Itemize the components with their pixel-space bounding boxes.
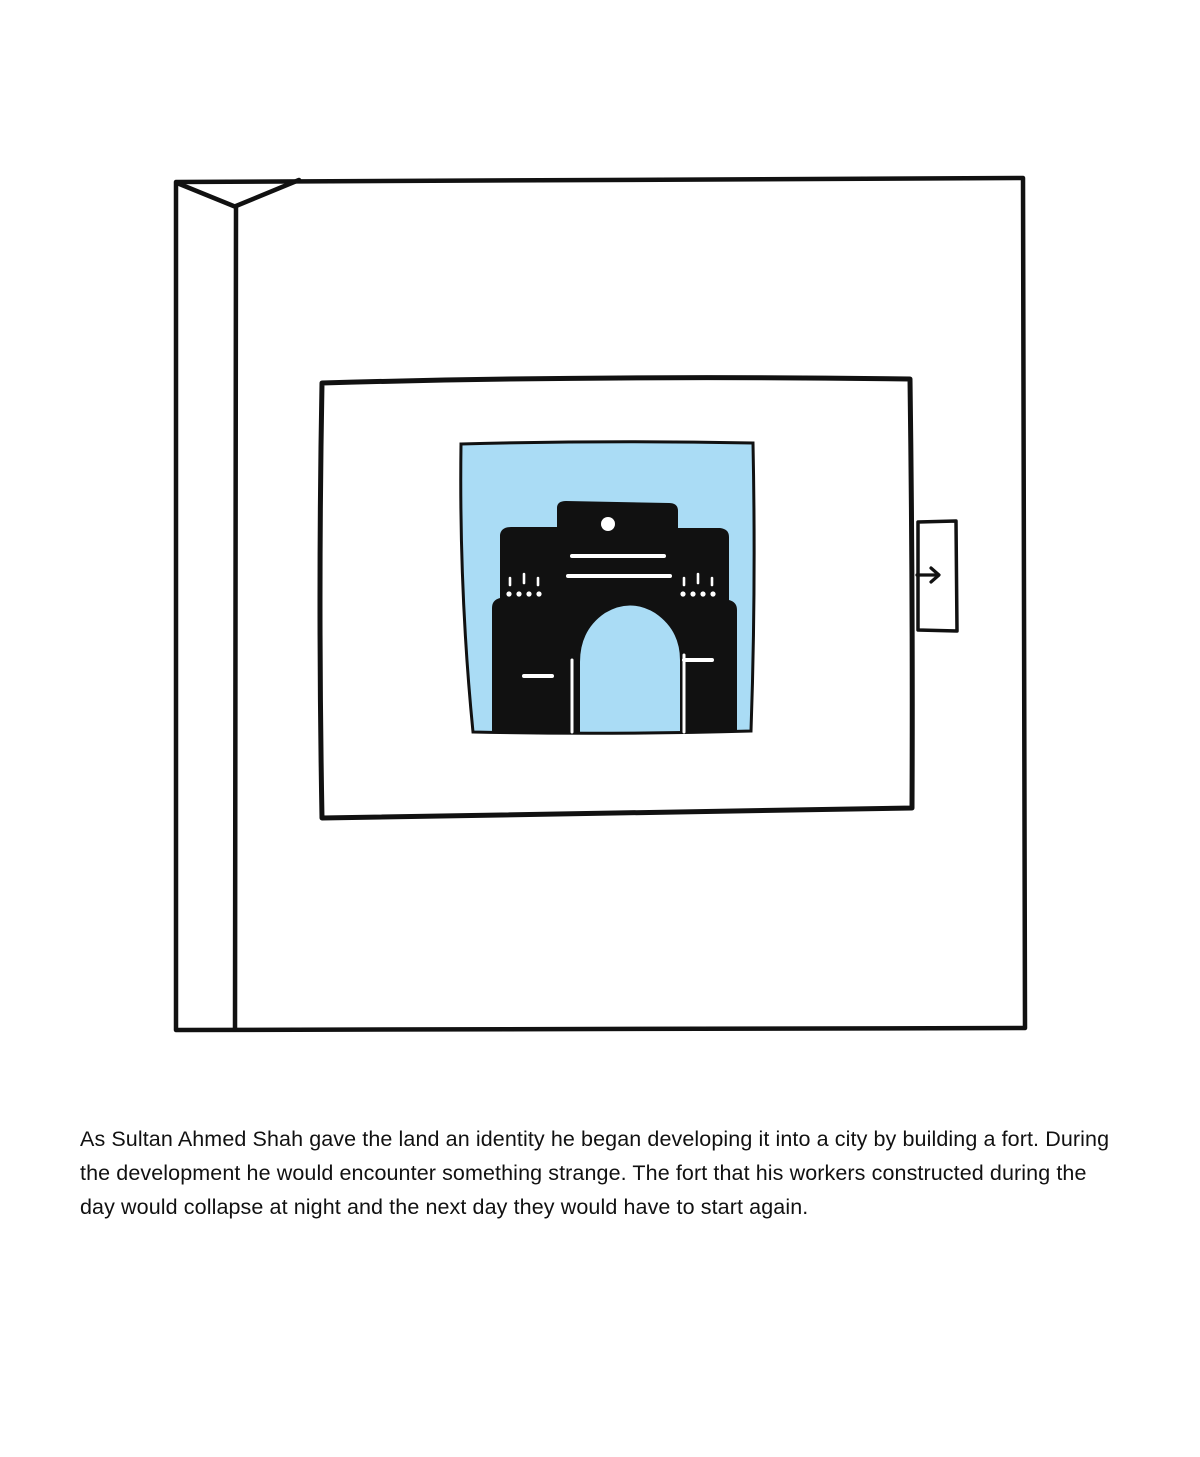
side-tab[interactable] — [917, 521, 957, 631]
monument-photo[interactable] — [461, 442, 754, 734]
page-caption: As Sultan Ahmed Shah gave the land an identity he began developing it into a city by building a fort. During the development he would encounter something strange. The fort that his workers constructed during the day would collapse at night and the next day they would have to start again. — [80, 1126, 1110, 1219]
